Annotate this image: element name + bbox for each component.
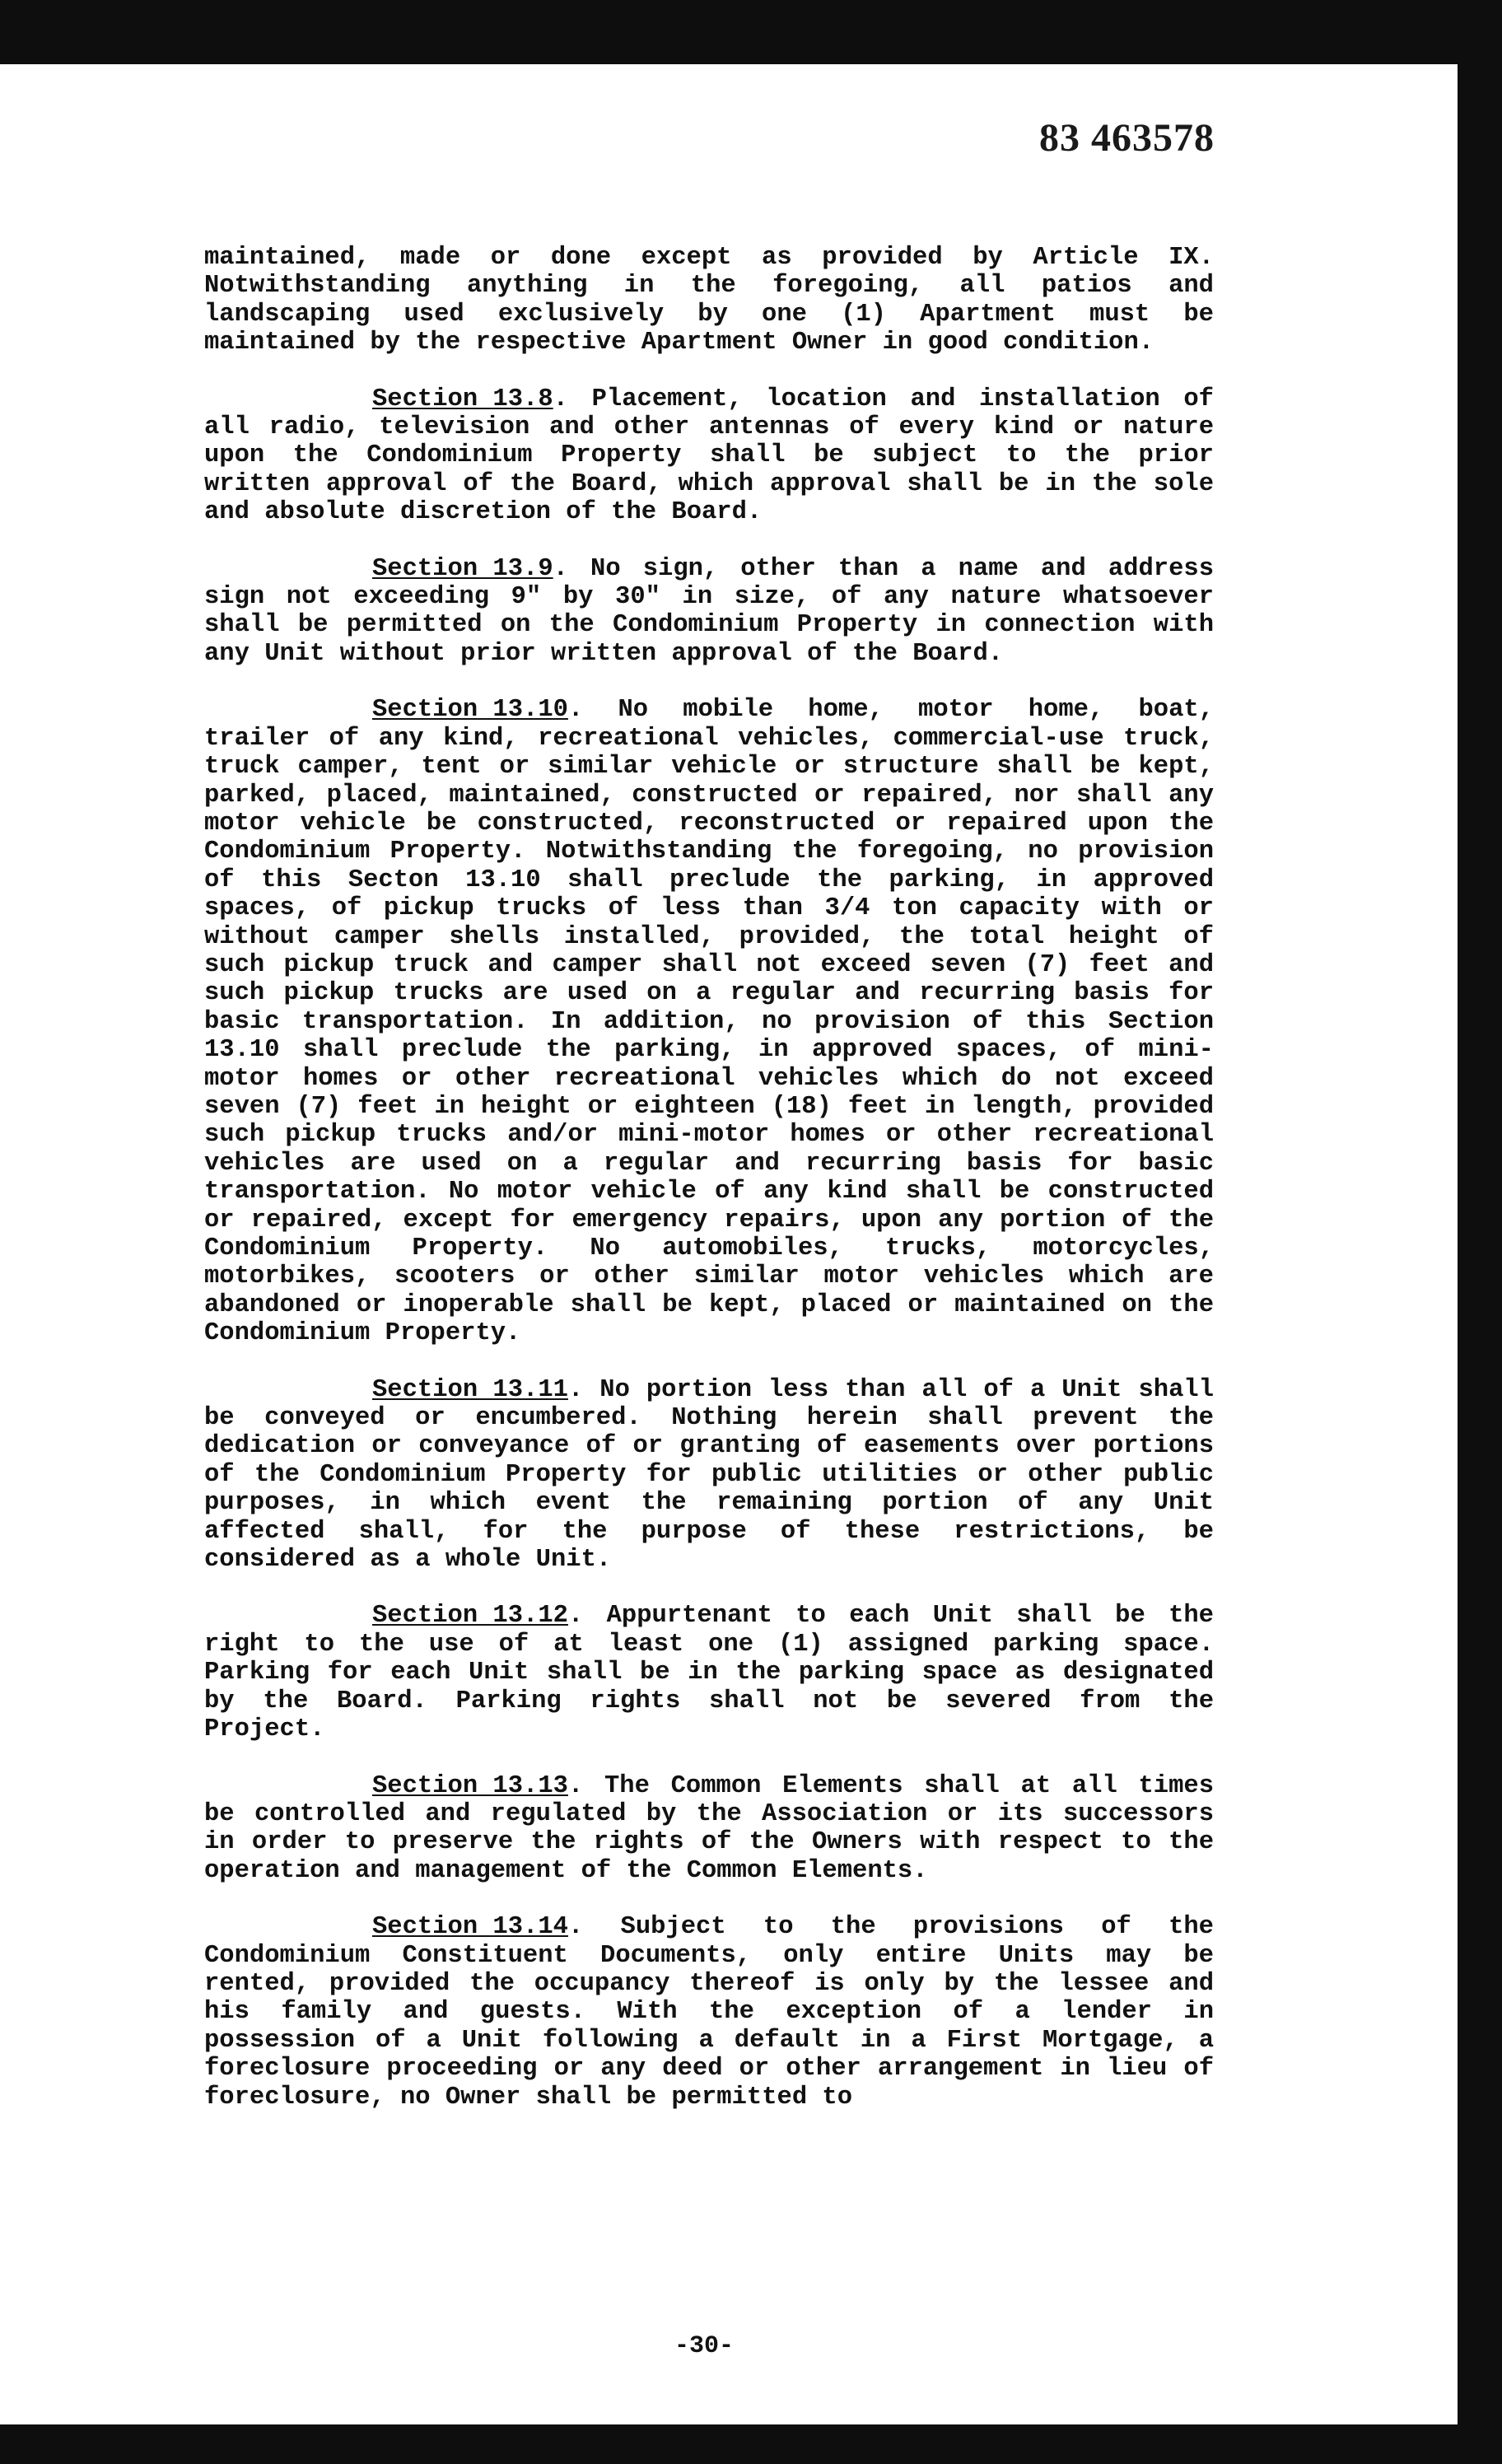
section-13-14 (204, 1913, 1214, 2112)
section-13-11 (204, 1376, 1214, 1575)
intro-paragraph: maintained, made or done except as provided by Article IX. Notwithstanding anything in the foregoing, all patios and landscaping used exclusively by one (1) Apartment must be maintained by the respective Apartment Owner in good condition. (204, 244, 1214, 357)
section-text: . No mobile home, motor home, boat, trailer of any kind, recreational vehicles, commercial-use truck, truck camper, tent or similar vehicle or structure shall be kept, parked, placed, maintained, constructed or repaired, nor shall any motor vehicle be constructed, reconstructed or repaired upon the Condominium Property. Notwithstanding the foregoing, no provision of this Secton 13.10 shall preclude the parking, in approved spaces, of pickup trucks of less than 3/4 ton capacity with or without camper shells installed, provided, the total height of such pickup truck and camper shall not exceed seven (7) feet and such pickup trucks are used on a regular and recurring basis for basic transportation. In addition, no provision of this Section 13.10 shall preclude the parking, in approved spaces, of mini-motor homes or other recreational vehicles which do not exceed seven (7) feet in height or eighteen (18) feet in length, provided such pickup trucks and/or mini-motor homes or other recreational vehicles are used on a regular and recurring basis for basic transportation. No motor vehicle of any kind shall be constructed or repaired, except for emergency repairs, upon any portion of the Condominium Property. No automobiles, trucks, motorcycles, motorbikes, scooters or other similar motor vehicles which are abandoned or inoperable shall be kept, placed or maintained on the Condominium Property. (204, 696, 1214, 1348)
section-text: . No sign, other than a name and address sign not exceeding 9" by 30" in size, of any nature whatsoever shall be permitted on the Condominium Property in connection with any Unit without prior written approval of the Board. (204, 554, 1214, 668)
section-13-8 (204, 385, 1214, 527)
section-text: . The Common Elements shall at all times be controlled and regulated by the Association or its successors in order to preserve the rights of the Owners with respect to the operation and management of the Common Elements. (204, 1771, 1214, 1885)
section-label: Section 13.8 (372, 385, 553, 413)
section-text: . No portion less than all of a Unit shall be conveyed or encumbered. Nothing herein shall prevent the dedication or conveyance of or granting of easements over portions of the Condominium Property for public utilities or other public purposes, in which event the remaining portion of any Unit affected shall, for the purpose of these restrictions, be considered as a whole Unit. (204, 1375, 1214, 1575)
section-label: Section 13.13 (372, 1771, 568, 1800)
section-label: Section 13.12 (372, 1602, 568, 1631)
page-body (204, 244, 1214, 2112)
page-number: -30- (674, 2332, 734, 2360)
document-number: 83 463578 (1039, 116, 1215, 160)
scan-border-top (0, 0, 1502, 64)
scan-border-right (1458, 0, 1502, 2464)
section-label: Section 13.11 (372, 1375, 568, 1404)
section-text: . Subject to the provisions of the Condominium Constituent Documents, only entire Units may be rented, provided the occupancy thereof is only by the lessee and his family and guests. With the exception of a lender in possession of a Unit following a default in a First Mortgage, a foreclosure proceeding or any deed or other arrangement in lieu of foreclosure, no Owner shall be permitted to (204, 1913, 1214, 2112)
section-label: Section 13.10 (372, 696, 568, 725)
section-label: Section 13.9 (372, 554, 553, 583)
section-text: . Placement, location and installation of all radio, television and other antennas of every kind or nature upon the Condominium Property shall be subject to the prior written approval of the Board, which approval shall be in the sole and absolute discretion of the Board. (204, 385, 1214, 527)
scan-border-bottom (0, 2424, 1502, 2464)
section-13-10 (204, 696, 1214, 1347)
section-label: Section 13.14 (372, 1913, 568, 1942)
section-13-13 (204, 1772, 1214, 1886)
section-text: . Appurtenant to each Unit shall be the right to the use of at least one (1) assigned parking space. Parking for each Unit shall be in the parking space as designated by the Board. Parking rights shall not be severed from the Project. (204, 1602, 1214, 1744)
section-13-9 (204, 555, 1214, 669)
section-13-12 (204, 1602, 1214, 1743)
